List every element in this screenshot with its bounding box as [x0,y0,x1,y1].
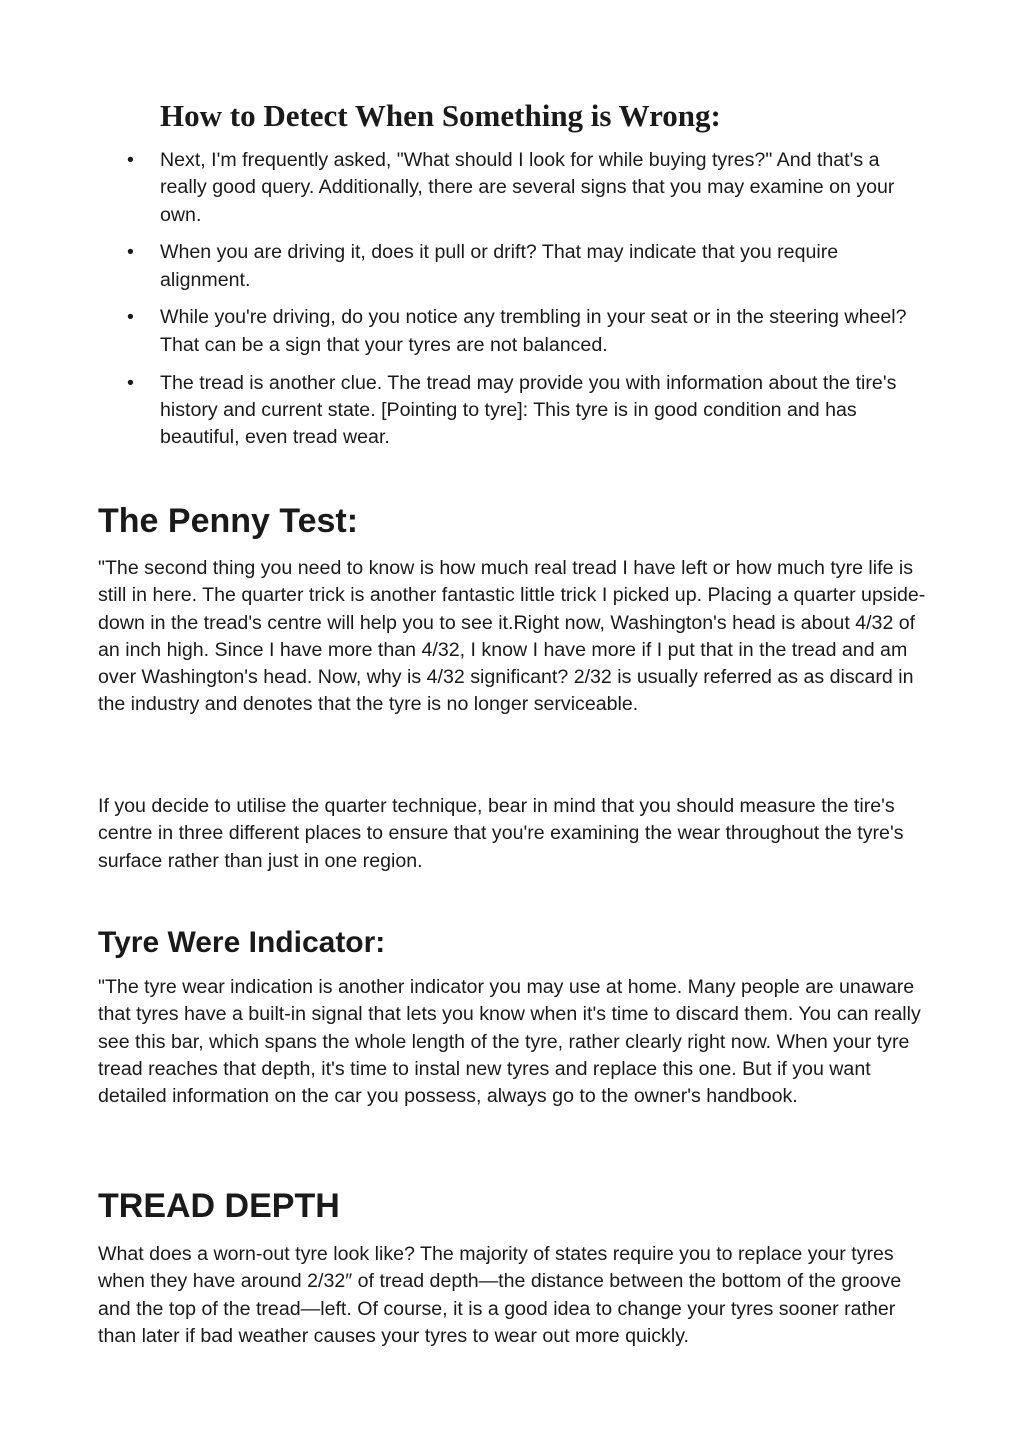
detect-heading: How to Detect When Something is Wrong: [160,98,721,133]
tread-depth-paragraph: What does a worn-out tyre look like? The majority of states require you to replace your tyres when they have around 2/32″ of tread depth—the distance between the bottom of the groove and the top of the tread—left. Of course, it is a good idea to change your tyres sooner rather than later if bad weather causes your tyres to wear out more quickly. [98,1243,902,1347]
bullet-text: The tread is another clue. The tread may provide you with information about the tire's history and current state. [Pointing to tyre]: This tyre is in good condition and has beautiful, even tread wear. [160,371,897,449]
bullet-marker: • [127,241,134,264]
bullet-text: When you are driving it, does it pull or drift? That may indicate that you require alignment. [160,241,839,291]
bullet-marker: • [127,149,134,171]
bullet-marker: • [127,371,134,394]
penny-test-heading: The Penny Test: [98,502,359,540]
wear-indicator-heading: Tyre Were Indicator: [98,926,386,959]
bullet-marker: • [127,306,134,329]
detect-bullet-list [98,147,928,462]
penny-test-paragraph-1: "The second thing you need to know is how much real tread I have left or how much tyre life is still in here. The quarter trick is another fantastic little trick I picked up. Placing a quarter upside-down in the tread's centre will help you to see it.Right now, Washington's head is about 4/32 of an inch high. Since I have more than 4/32, I know I have more if I put that in the tread and am over Washington's head. Now, why is 4/32 significant? 2/32 is usually referred as as discard in the industry and denotes that the tyre is no longer serviceable. [98,557,926,716]
bullet-text: Next, I'm frequently asked, "What should I look for while buying tyres?" And that's a really good query. Additionally, there are several signs that you may examine on your own. [160,149,895,226]
list-item [98,370,928,452]
list-item [98,304,928,359]
list-item [98,239,928,294]
tread-depth-heading: TREAD DEPTH [98,1187,340,1225]
penny-test-paragraph-2: If you decide to utilise the quarter technique, bear in mind that you should measure the tire's centre in three different places to ensure that you're examining the wear throughout the tyre's surface rather than just in one region. [98,795,904,872]
wear-indicator-paragraph: "The tyre wear indication is another indicator you may use at home. Many people are unaware that tyres have a built-in signal that lets you know when it's time to discard them. You can really see this bar, which spans the whole length of the tyre, rather clearly right now. When your tyre tread reaches that depth, it's time to instal new tyres and replace this one. But if you want detailed information on the car you possess, always go to the owner's handbook. [98,976,921,1108]
list-item [98,147,928,229]
bullet-text: While you're driving, do you notice any trembling in your seat or in the steering wheel? That can be a sign that your tyres are not balanced. [160,306,907,356]
